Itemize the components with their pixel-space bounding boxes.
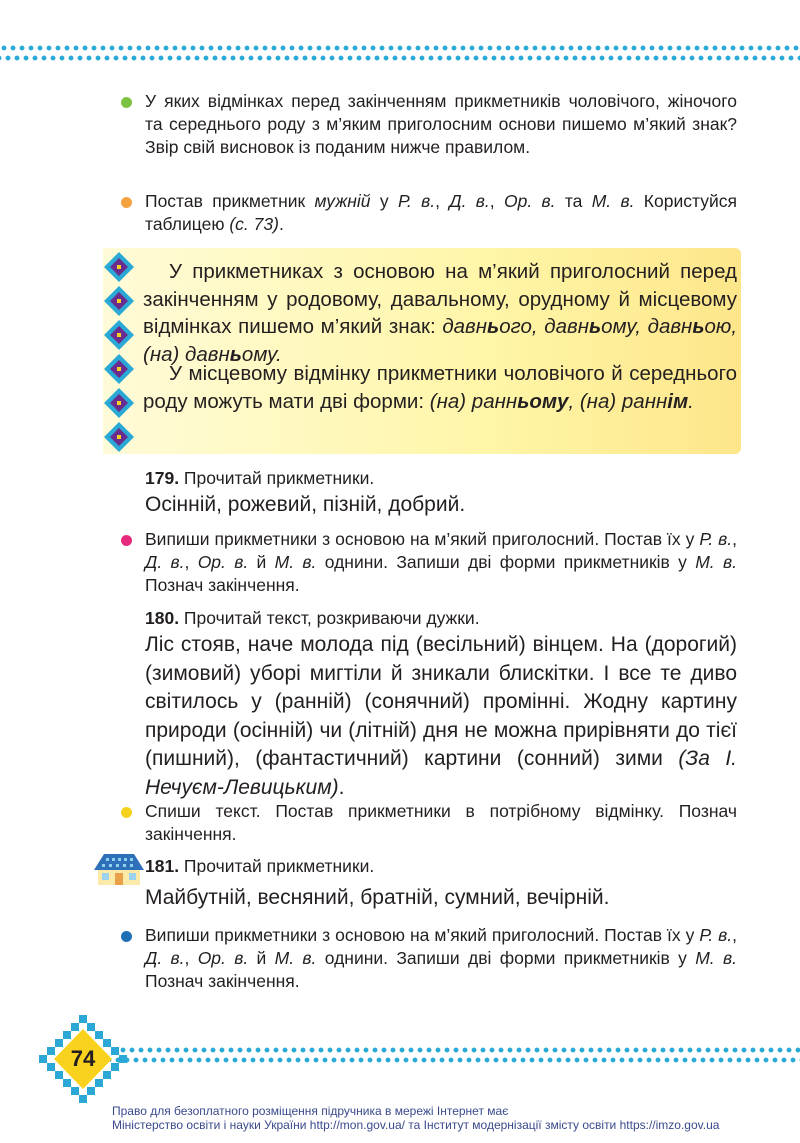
footer-line-1: Право для безоплатного розміщення підручника в мережі Інтернет має	[112, 1104, 509, 1118]
top-ornament-border	[0, 44, 800, 66]
rule-paragraph-2: У місцевому відмінку прикметники чоловічого й середнього роду можуть мати дві форми: (на) ранньому, (на) раннім.	[143, 362, 737, 413]
exercise-181-words: Майбутній, весняний, братній, сумний, вечірній.	[145, 886, 610, 909]
bottom-ornament-border	[110, 1046, 800, 1068]
green-bullet-icon	[121, 97, 132, 108]
task-question-1: У яких відмінках перед закінченням прикметників чоловічого, жіночого та середнього роду з м’яким приголосним основи пишемо м’який знак? Звір свій висновок із поданим нижче правилом.	[145, 91, 737, 157]
exercise-179-words: Осінній, рожевий, пізній, добрий.	[145, 493, 466, 516]
orange-bullet-icon	[121, 197, 132, 208]
page-number: 74	[70, 1046, 96, 1071]
exercise-179-heading: 179. Прочитай прикметники.	[145, 468, 375, 488]
exercise-180-heading: 180. Прочитай текст, розкриваючи дужки.	[145, 608, 480, 628]
footer-line-2: Міністерство освіти і науки України http://mon.gov.ua/ та Інститут модернізації змісту освіти https://imzo.gov.ua	[112, 1118, 720, 1132]
exercise-180-text: Ліс стояв, наче молода під (весільний) вінцем. На (дорогий) (зимовий) уборі мигтіли й зникали блискітки. І все те диво світилось у (ранній) (сонячний) промінні. Жодну картину природи (осінній) чи (літній) дня не можна прирівняти до тієї (пишний), (фантастичний) картини (сонний) зими (За І. Нечуєм-Левицьким).	[145, 633, 737, 799]
task-question-2: Постав прикметник мужній у Р. в., Д. в., Ор. в. та М. в. Користуйся таблицею (с. 73).	[145, 191, 737, 234]
house-icon	[92, 852, 146, 886]
yellow-bullet-icon	[121, 807, 132, 818]
embroidery-ornament-icon	[102, 250, 136, 454]
footer-notice	[112, 1104, 719, 1132]
exercise-180-task: Спиши текст. Постав прикметники в потрібному відмінку. Познач закінчення.	[145, 801, 737, 844]
exercise-181-task: Випиши прикметники з основою на м’який приголосний. Постав їх у Р. в., Д. в., Ор. в. й М. в. однини. Запиши дві форми прикметників у М. в. Познач закінчення.	[145, 925, 737, 991]
rule-paragraph-1: У прикметниках з основою на м’який приголосний перед закінченням у родовому, давальному, орудному й місцевому відмінках пишемо м’який знак: давнього, давньому, давньою, (на) давньому.	[143, 260, 738, 366]
pink-bullet-icon	[121, 535, 132, 546]
exercise-179-task: Випиши прикметники з основою на м’який приголосний. Постав їх у Р. в., Д. в., Ор. в. й М. в. однини. Запиши дві форми прикметників у М. в. Познач закінчення.	[145, 529, 737, 595]
page-number-badge	[38, 1013, 128, 1103]
blue-bullet-icon	[121, 931, 132, 942]
exercise-181-heading: 181. Прочитай прикметники.	[145, 856, 375, 876]
